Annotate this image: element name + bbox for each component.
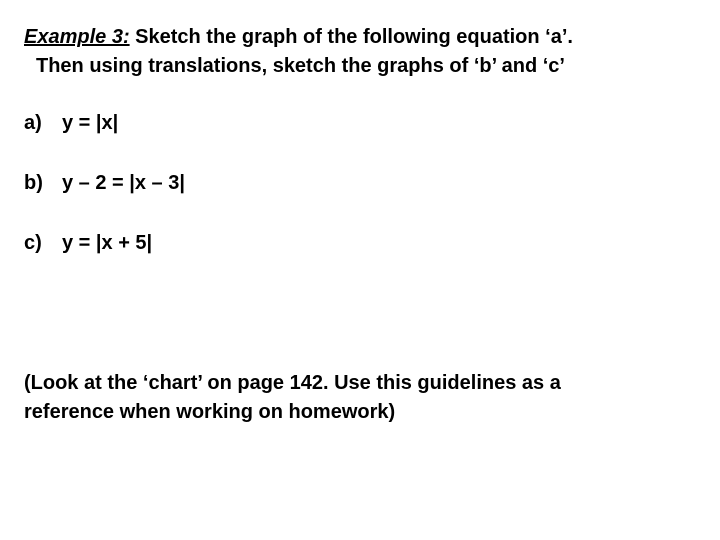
example-instruction-line2: Then using translations, sketch the graphs of ‘b’ and ‘c’	[36, 55, 565, 77]
reference-note-line1: (Look at the ‘chart’ on page 142. Use this guidelines as a	[24, 372, 561, 394]
equation-text: y = |x + 5|	[62, 232, 153, 254]
item-letter: b)	[24, 172, 43, 194]
reference-note	[24, 369, 694, 427]
equation-text: y – 2 = |x – 3|	[62, 172, 185, 194]
equation-item-c	[24, 230, 152, 256]
equation-text: y = |x|	[62, 112, 119, 134]
item-letter: c)	[24, 232, 42, 254]
example-instruction: Sketch the graph of the following equation ‘a’.	[129, 26, 573, 48]
reference-note-line2: reference when working on homework)	[24, 401, 396, 423]
item-letter: a)	[24, 112, 42, 134]
equation-item-a	[24, 110, 118, 136]
equation-item-b	[24, 170, 185, 196]
example-heading	[24, 24, 573, 50]
example-label: Example 3:	[24, 26, 130, 48]
